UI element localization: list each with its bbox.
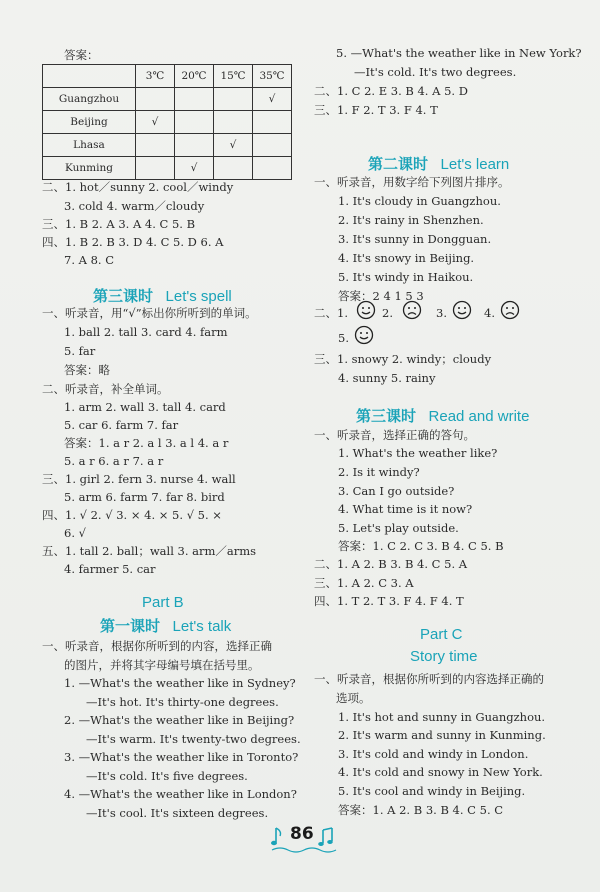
dialogue-line: —It's hot. It's thirty-one degrees. [86, 695, 279, 709]
answer-line: 答案：1. A 2. B 3. B 4. C 5. C [338, 803, 504, 817]
section-heading [100, 615, 231, 636]
question-line: 一、听录音，根据你所听到的内容，选择正确 [42, 639, 272, 653]
check-cell [175, 88, 214, 111]
answer-line: 1. ball 2. tall 3. card 4. farm [64, 325, 228, 339]
table-header-row [43, 65, 292, 88]
dialogue-line: —It's cool. It's sixteen degrees. [86, 806, 269, 820]
sentence-line: 1. It's hot and sunny in Guangzhou. [338, 710, 546, 724]
dialogue-line: 5. —What's the weather like in New York? [336, 46, 582, 60]
answer-line: 3. cold 4. warm／cloudy [64, 199, 205, 213]
question-line: 一、听录音，根据你所听到的内容选择正确的 [314, 672, 544, 686]
table-row [43, 111, 292, 134]
sad-face-icon [402, 300, 422, 320]
check-cell [175, 111, 214, 134]
check-cell: √ [214, 134, 253, 157]
answer-line: 答案：略 [64, 363, 110, 377]
check-cell: √ [253, 88, 292, 111]
answer-line: 5. far [64, 344, 96, 358]
check-cell [136, 134, 175, 157]
check-cell [175, 134, 214, 157]
sentence-line: 5. It's cool and windy in Beijing. [338, 784, 526, 798]
sentence-line: 1. It's cloudy in Guangzhou. [338, 194, 501, 208]
heading-en: Read and write [428, 408, 530, 425]
section-heading [356, 405, 529, 426]
sad-face-icon [500, 300, 520, 320]
answer-number: 5. [338, 331, 349, 345]
check-cell [253, 111, 292, 134]
answer-line: 三、1. girl 2. fern 3. nurse 4. wall [42, 472, 236, 486]
city-cell: Kunming [43, 157, 136, 180]
answer-line: 7. A 8. C [64, 253, 115, 267]
answer-line: 三、1. A 2. C 3. A [314, 576, 414, 590]
heading-cn: 第三课时 [356, 407, 417, 425]
heading-cn: 第三课时 [93, 287, 154, 305]
answer-number: 3. [436, 306, 447, 320]
answer-line: 5. arm 6. farm 7. far 8. bird [64, 490, 225, 504]
sentence-line: 2. It's rainy in Shenzhen. [338, 213, 484, 227]
wave-decoration-icon [270, 846, 340, 854]
answer-line: 四、1. T 2. T 3. F 4. F 4. T [314, 594, 464, 608]
city-cell: Beijing [43, 111, 136, 134]
question-line: 二、听录音，补全单词。 [42, 382, 169, 396]
sentence-line: 2. Is it windy? [338, 465, 420, 479]
dialogue-line: —It's cold. It's five degrees. [86, 769, 248, 783]
page-number-text: 86 [290, 824, 314, 844]
happy-face-icon [452, 300, 472, 320]
sentence-line: 3. It's cold and windy in London. [338, 747, 529, 761]
page-number [270, 822, 340, 852]
sentence-line: 3. Can I go outside? [338, 484, 455, 498]
answer-line: 三、1. snowy 2. windy；cloudy [314, 352, 492, 366]
answer-line: 答案：1. C 2. C 3. B 4. C 5. B [338, 539, 504, 553]
weather-answer-table [42, 64, 292, 180]
table-header-cell: 35℃ [253, 65, 292, 88]
check-cell [136, 157, 175, 180]
dialogue-line: 1. —What's the weather like in Sydney? [64, 676, 296, 690]
table-row [43, 88, 292, 111]
section-heading: Story time [410, 648, 478, 665]
table-header-cell: 15℃ [214, 65, 253, 88]
sentence-line: 2. It's warm and sunny in Kunming. [338, 728, 546, 742]
table-header-cell: 3℃ [136, 65, 175, 88]
answer-line: 答案：1. a r 2. a l 3. a l 4. a r [64, 436, 229, 450]
part-heading: Part B [142, 594, 184, 611]
question-line: 一、听录音，用数字给下列图片排序。 [314, 175, 510, 189]
heading-cn: 第二课时 [368, 155, 429, 173]
dialogue-line: —It's warm. It's twenty-two degrees. [86, 732, 301, 746]
answer-label: 答案： [64, 48, 99, 62]
heading-en: Let's learn [440, 156, 510, 173]
part-heading: Part C [420, 626, 463, 643]
answer-line: 二、1. C 2. E 3. B 4. A 5. D [314, 84, 468, 98]
answer-number: 4. [484, 306, 495, 320]
answer-number: 2. [382, 306, 393, 320]
dialogue-line: 3. —What's the weather like in Toronto? [64, 750, 299, 764]
dialogue-line: —It's cold. It's two degrees. [354, 65, 517, 79]
question-line: 一、听录音，用“√”标出你所听到的单词。 [42, 306, 257, 320]
answer-line: 二、1. hot／sunny 2. cool／windy [42, 180, 234, 194]
check-cell [214, 88, 253, 111]
question-line: 选项。 [336, 691, 371, 705]
section-heading [368, 153, 509, 174]
answer-line: 四、1. B 2. B 3. D 4. C 5. D 6. A [42, 235, 224, 249]
question-line: 一、听录音，选择正确的答句。 [314, 428, 475, 442]
heading-cn: 第一课时 [100, 617, 161, 635]
sentence-line: 1. What's the weather like? [338, 446, 498, 460]
table-row [43, 134, 292, 157]
check-cell [253, 157, 292, 180]
happy-face-icon [356, 300, 376, 320]
sentence-line: 5. It's windy in Haikou. [338, 270, 474, 284]
check-cell [136, 88, 175, 111]
heading-en: Let's spell [165, 288, 232, 305]
city-cell: Lhasa [43, 134, 136, 157]
answer-line: 三、1. F 2. T 3. F 4. T [314, 103, 438, 117]
check-cell: √ [175, 157, 214, 180]
answer-prefix: 二、1. [314, 306, 348, 320]
sentence-line: 5. Let's play outside. [338, 521, 459, 535]
answer-line: 答案：2 4 1 5 3 [338, 289, 424, 303]
table-header-cell: 20℃ [175, 65, 214, 88]
check-cell [214, 111, 253, 134]
check-cell [253, 134, 292, 157]
answer-line: 五、1. tall 2. ball；wall 3. arm／arms [42, 544, 257, 558]
section-heading [93, 285, 232, 306]
answer-line: 4. farmer 5. car [64, 562, 156, 576]
sentence-line: 4. It's snowy in Beijing. [338, 251, 475, 265]
answer-line: 四、1. √ 2. √ 3. × 4. × 5. √ 5. × [42, 508, 222, 522]
check-cell: √ [136, 111, 175, 134]
table-header-cell [43, 65, 136, 88]
happy-face-icon [354, 325, 374, 345]
answer-line: 5. car 6. farm 7. far [64, 418, 179, 432]
dialogue-line: 4. —What's the weather like in London? [64, 787, 297, 801]
answer-line: 6. √ [64, 526, 86, 540]
answer-line: 1. arm 2. wall 3. tall 4. card [64, 400, 226, 414]
answer-line: 4. sunny 5. rainy [338, 371, 436, 385]
sentence-line: 4. It's cold and snowy in New York. [338, 765, 543, 779]
answer-line: 二、1. A 2. B 3. B 4. C 5. A [314, 557, 468, 571]
answer-line: 5. a r 6. a r 7. a r [64, 454, 164, 468]
sentence-line: 4. What time is it now? [338, 502, 473, 516]
question-line: 的图片，并将其字母编号填在括号里。 [64, 658, 260, 672]
sentence-line: 3. It's sunny in Dongguan. [338, 232, 492, 246]
check-cell [214, 157, 253, 180]
dialogue-line: 2. —What's the weather like in Beijing? [64, 713, 295, 727]
table-row [43, 157, 292, 180]
city-cell: Guangzhou [43, 88, 136, 111]
heading-en: Let's talk [172, 618, 232, 635]
answer-line: 三、1. B 2. A 3. A 4. C 5. B [42, 217, 196, 231]
